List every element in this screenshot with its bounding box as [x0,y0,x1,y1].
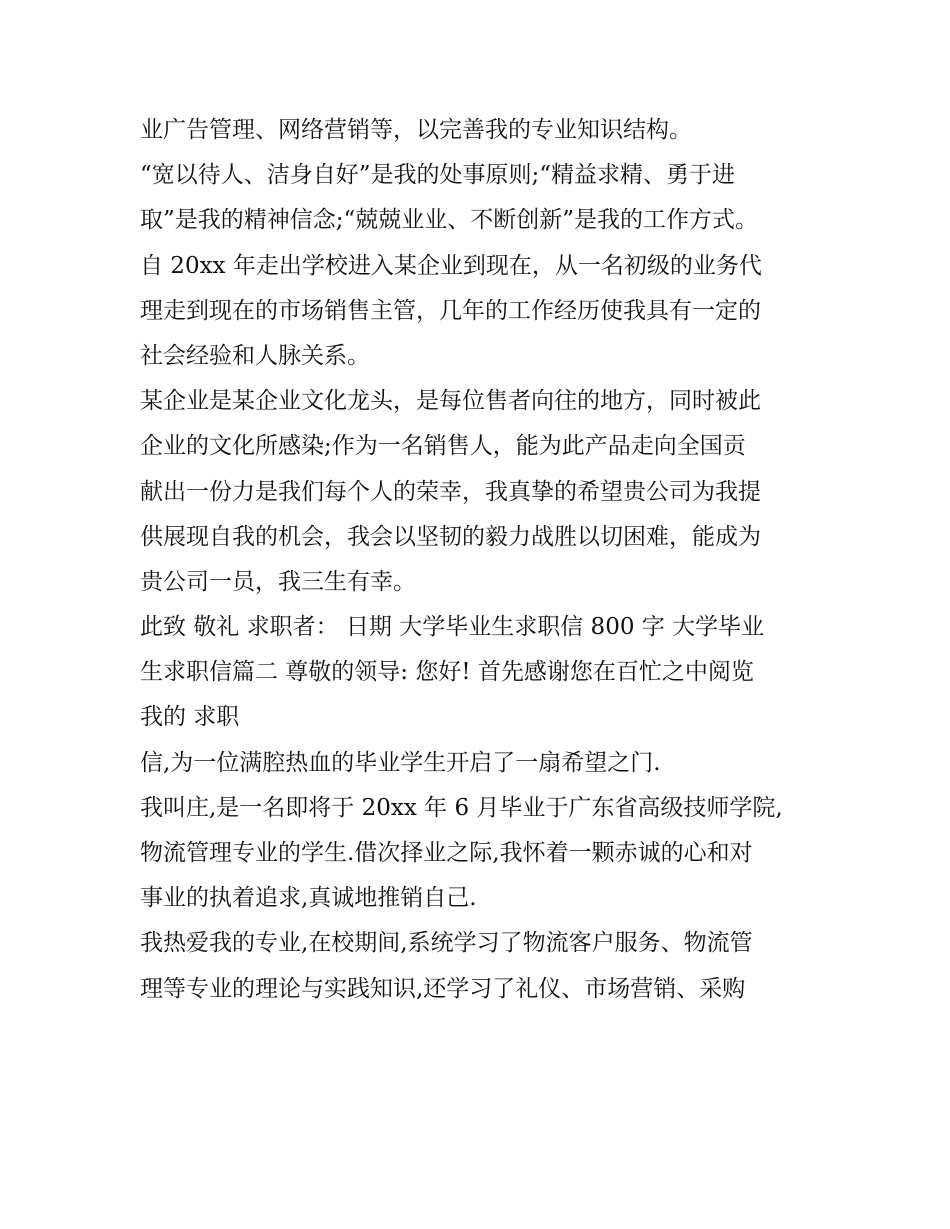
text-line: 社会经验和人脉关系。 [140,342,370,369]
text-line: 贵公司一员，我三生有幸。 [140,568,416,595]
text-line: 我的 求职 [140,704,240,731]
text-line: 生求职信篇二 尊敬的领导: 您好! 首先感谢您在百忙之中阅览 [140,659,754,686]
text-line: 理走到现在的市场销售主管，几年的工作经历使我具有一定的 [140,297,761,324]
text-line: “宽以待人、洁身自好”是我的处事原则;“精益求精、勇于进 [140,162,736,189]
text-line: 供展现自我的机会，我会以坚韧的毅力战胜以切困难，能成为 [140,523,761,550]
text-line: 此致 敬礼 求职者： 日期 大学毕业生求职信 800 字 大学毕业 [140,614,765,641]
text-line: 企业的文化所感染;作为一名销售人，能为此产品走向全国贡 [140,433,746,460]
text-line: 自 20xx 年走出学校进入某企业到现在，从一名初级的业务代 [140,252,762,279]
text-line: 物流管理专业的学生.借次择业之际,我怀着一颗赤诚的心和对 [140,840,753,866]
text-line: 业广告管理、网络营销等，以完善我的专业知识结构。 [140,117,692,143]
text-line: 我叫庄,是一名即将于 20xx 年 6 月毕业于广东省高级技师学院, [140,794,783,821]
text-line: 献出一份力是我们每个人的荣幸，我真挚的希望贵公司为我提 [140,478,761,505]
text-line: 取”是我的精神信念;“兢兢业业、不断创新”是我的工作方式。 [140,207,759,234]
document-body [140,108,820,1012]
text-line: 某企业是某企业文化龙头，是每位售者向往的地方，同时被此 [140,388,761,415]
text-line: 事业的执着追求,真诚地推销自己. [140,885,477,912]
text-line: 理等专业的理论与实践知识,还学习了礼仪、市场营销、采购 [140,975,746,1002]
text-line: 信,为一位满腔热血的毕业学生开启了一扇希望之门. [140,749,661,776]
text-line: 我热爱我的专业,在校期间,系统学习了物流客户服务、物流管 [140,930,753,957]
